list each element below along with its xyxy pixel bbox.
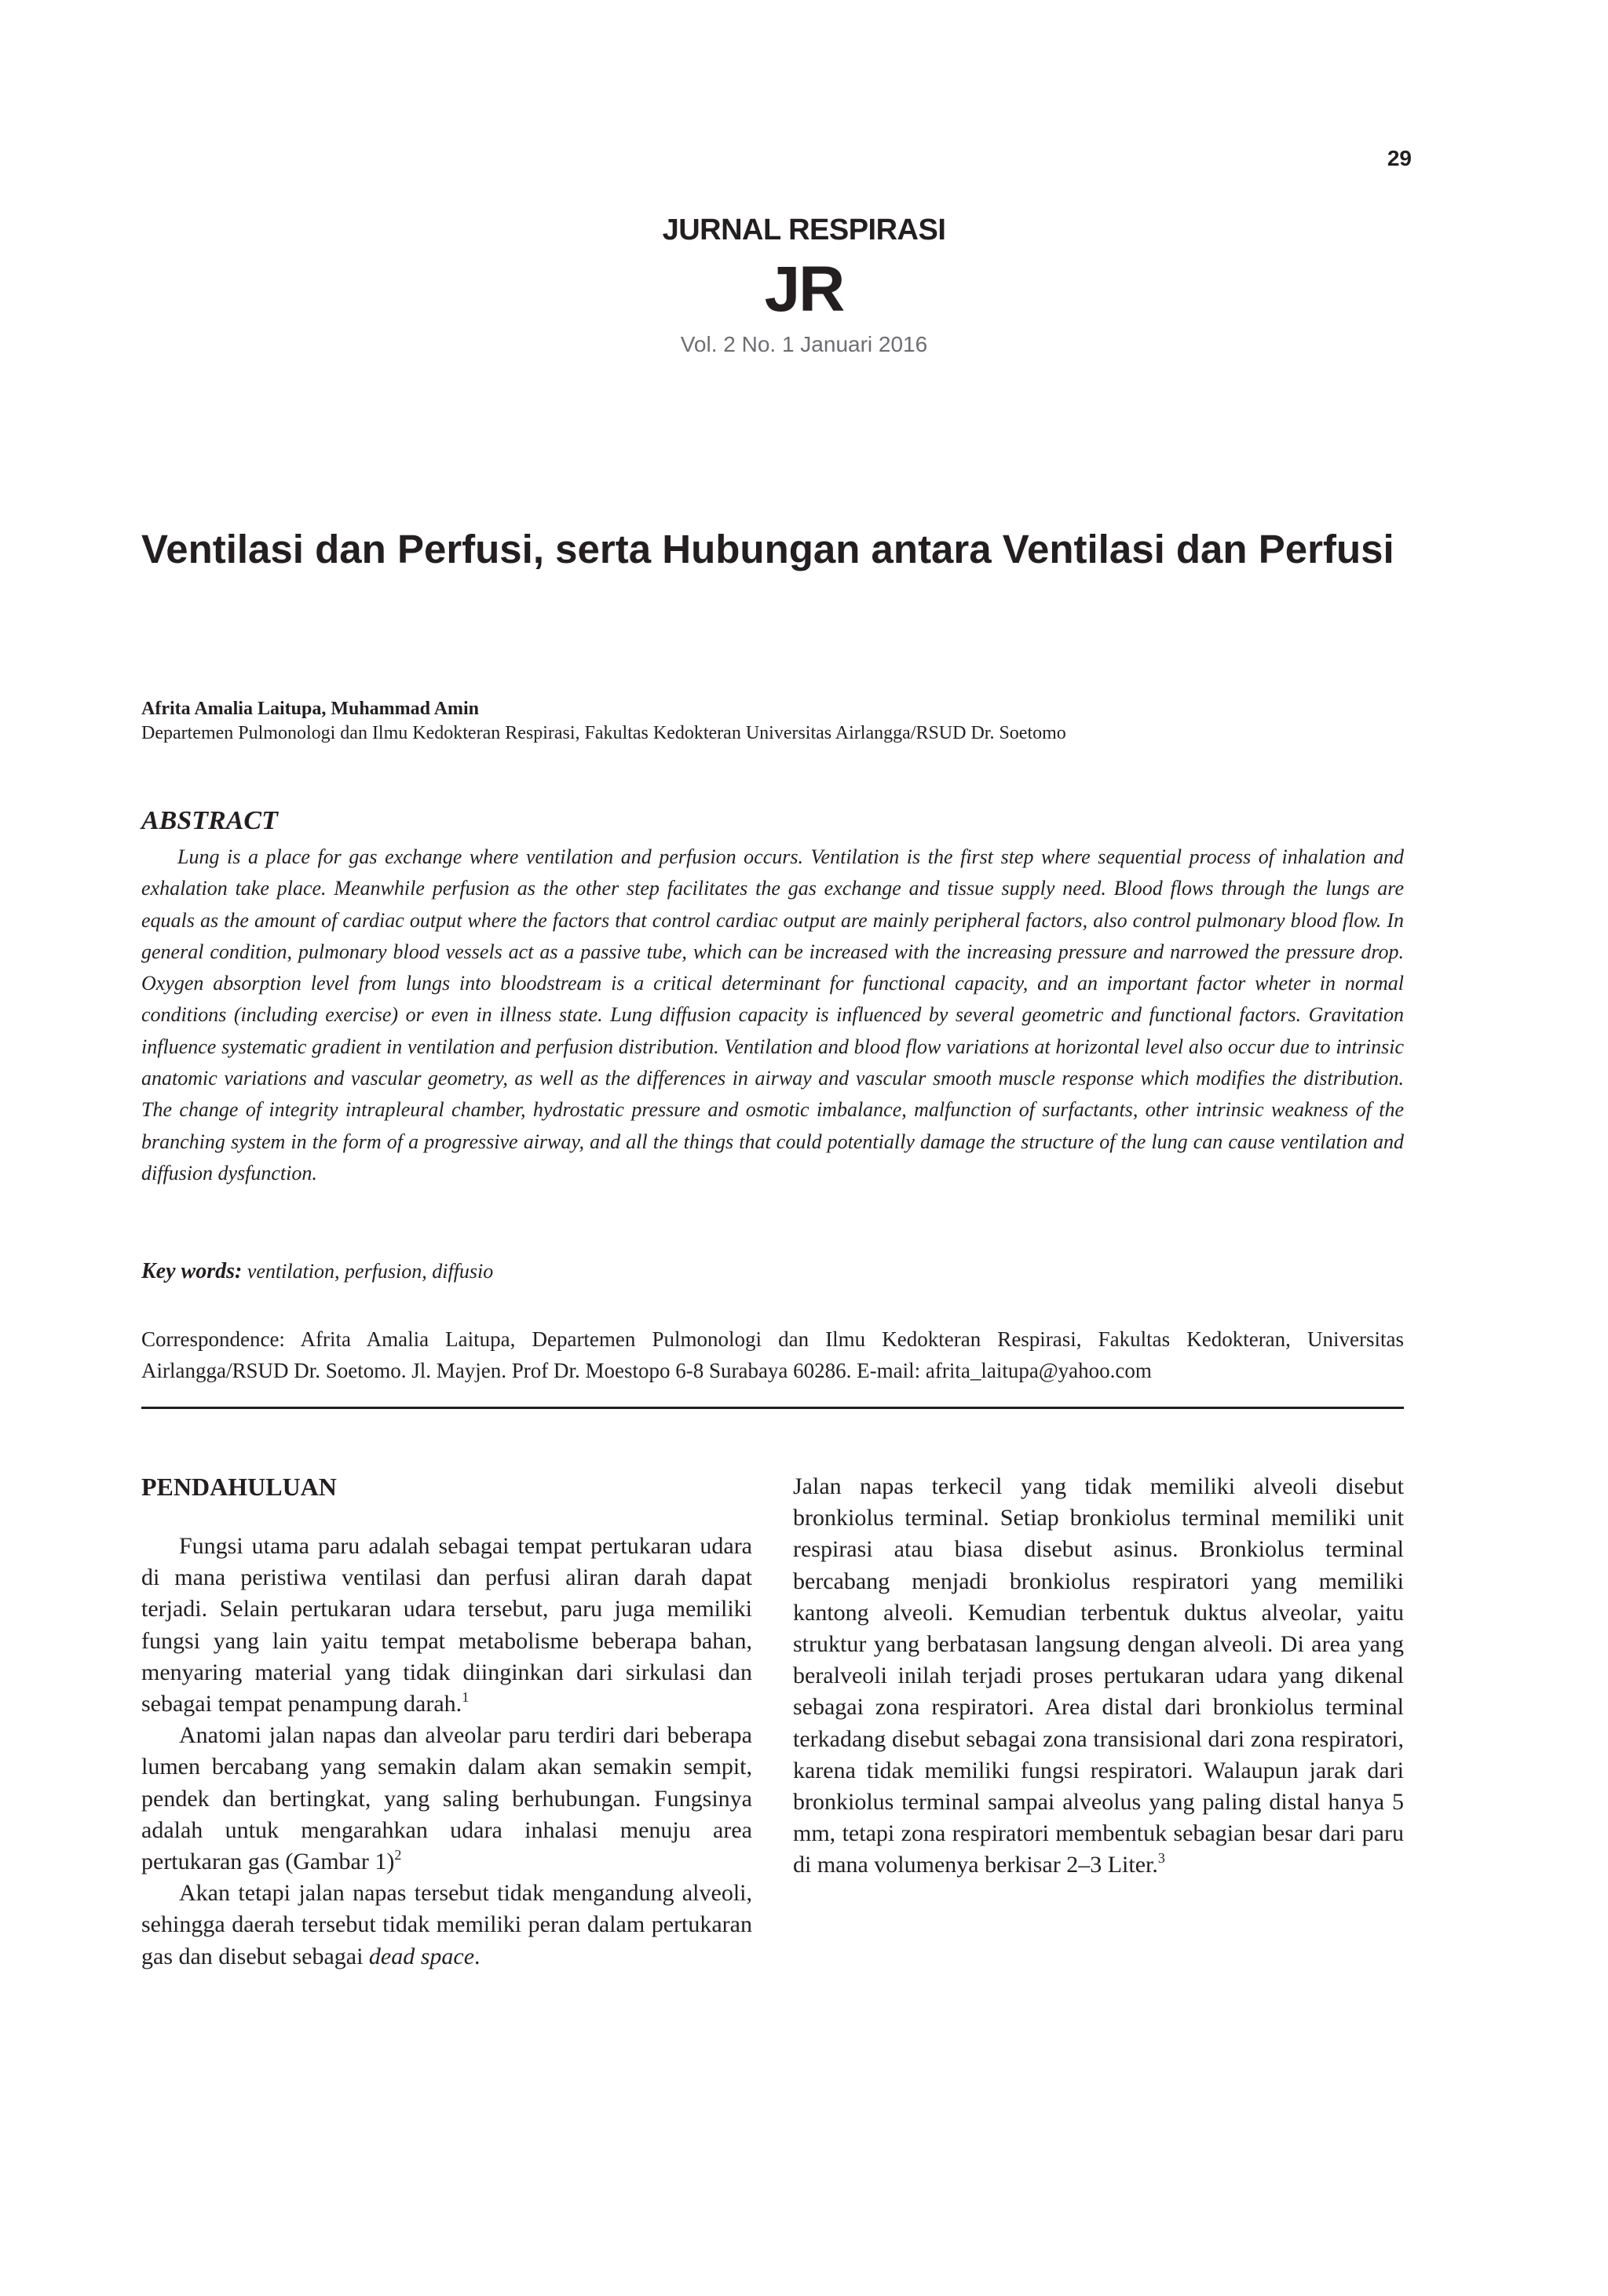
journal-issue: Vol. 2 No. 1 Januari 2016 [680,332,928,356]
page-number: 29 [1387,146,1412,170]
keywords [141,1259,1404,1284]
emphasized-term: dead space [368,1943,475,1969]
body-column-left [141,1471,752,1973]
body-paragraph [141,1720,752,1878]
reference-marker: 1 [462,1689,470,1706]
body-column-right [793,1471,1404,1882]
abstract-heading: ABSTRACT [141,806,278,835]
correspondence: Correspondence: Afrita Amalia Laitupa, Departemen Pulmonologi dan Ilmu Kedokteran Respirasi, Fakultas Kedokteran, Universitas Airlangga/RSUD Dr. Soetomo. Jl. Mayjen. Prof Dr. Moestopo 6-8 Surabaya 60286. E-mail: afrita_laitupa@yahoo.com [141,1327,1404,1382]
body-paragraph [141,1878,752,1973]
reference-marker: 2 [394,1847,402,1863]
journal-logo: JR [764,254,844,325]
paragraph-text: Jalan napas terkecil yang tidak memiliki alveoli disebut bronkiolus terminal. Setiap bronkiolus terminal memiliki unit respirasi atau biasa disebut asinus. Bronkiolus terminal bercabang menjadi bronkiolus respiratori yang memiliki kantong alveoli. Kemudian terbentuk duktus alveolar, yaitu struktur yang berbatasan langsung dengan alveoli. Di area yang beralveoli inilah terjadi proses pertukaran udara yang dikenal sebagai zona respiratori. Area distal dari bronkiolus terminal terkadang disebut sebagai zona transisional dari zona respiratori, karena tidak memiliki fungsi respiratori. Walaupun jarak dari bronkiolus terminal sampai alveolus yang paling distal hanya 5 mm, tetapi zona respiratori membentuk sebagian besar dari paru di mana volumenya berkisar 2–3 Liter. [793,1473,1404,1878]
reference-marker: 3 [1157,1850,1165,1867]
section-divider [141,1407,1404,1409]
paragraph-text: Fungsi utama paru adalah sebagai tempat pertukaran udara di mana peristiwa ventilasi dan perfusi aliran darah dapat terjadi. Selain pertukaran udara tersebut, paru juga memiliki fungsi yang lain yaitu tempat metabolisme beberapa bahan, menyaring material yang tidak diinginkan dari sirkulasi dan sebagai tempat penampung darah. [141,1533,752,1717]
journal-masthead [0,214,1608,357]
keywords-text: ventilation, perfusion, diffusio [247,1260,494,1283]
body-paragraph [141,1531,752,1720]
author-names: Afrita Amalia Laitupa, Muhammad Amin [141,699,480,719]
paragraph-text: Akan tetapi jalan napas tersebut tidak mengandung alveoli, sehingga daerah tersebut tidak memiliki peran dalam pertukaran gas dan disebut sebagai [141,1880,752,1969]
abstract [141,805,1404,1189]
author-block [141,697,1404,746]
abstract-text: Lung is a place for gas exchange where ventilation and perfusion occurs. Ventilation is the first step where sequential process of inhalation and exhalation take place. Meanwhile perfusion as the other step facilitates the gas exchange and tissue supply need. Blood flows through the lungs are equals as the amount of cardiac output where the factors that control cardiac output are mainly peripheral factors, also control pulmonary blood flow. In general condition, pulmonary blood vessels act as a passive tube, which can be increased with the increasing pressure and narrowed the pressure drop. Oxygen absorption level from lungs into bloodstream is a critical determinant for functional capacity, and an important factor wheter in normal conditions (including exercise) or even in illness state. Lung diffusion capacity is influenced by several geometric and functional factors. Gravitation influence systematic gradient in ventilation and perfusion distribution. Ventilation and blood flow variations at horizontal level also occur due to intrinsic anatomic variations and vascular geometry, as well as the differences in airway and vascular smooth muscle response which modifies the distribution. The change of integrity intrapleural chamber, hydrostatic pressure and osmotic imbalance, malfunction of surfactants, other intrinsic weakness of the branching system in the form of a progressive airway, and all the things that could potentially damage the structure of the lung can cause ventilation and diffusion dysfunction. [141,845,1404,1185]
article-title: Ventilasi dan Perfusi, serta Hubungan antara Ventilasi dan Perfusi [141,527,1394,571]
section-heading: PENDAHULUAN [141,1473,337,1501]
journal-name: JURNAL RESPIRASI [662,214,946,246]
author-affiliation: Departemen Pulmonologi dan Ilmu Kedokteran Respirasi, Fakultas Kedokteran Universitas Airlangga/RSUD Dr. Soetomo [141,723,1066,743]
body-paragraph [793,1471,1404,1882]
paragraph-text: . [474,1943,481,1969]
paragraph-text: Anatomi jalan napas dan alveolar paru terdiri dari beberapa lumen bercabang yang semakin dalam akan semakin sempit, pendek dan bertingkat, yang saling berhubungan. Fungsinya adalah untuk mengarahkan udara inhalasi menuju area pertukaran gas (Gambar 1) [141,1722,752,1875]
keywords-label: Key words: [141,1259,243,1283]
